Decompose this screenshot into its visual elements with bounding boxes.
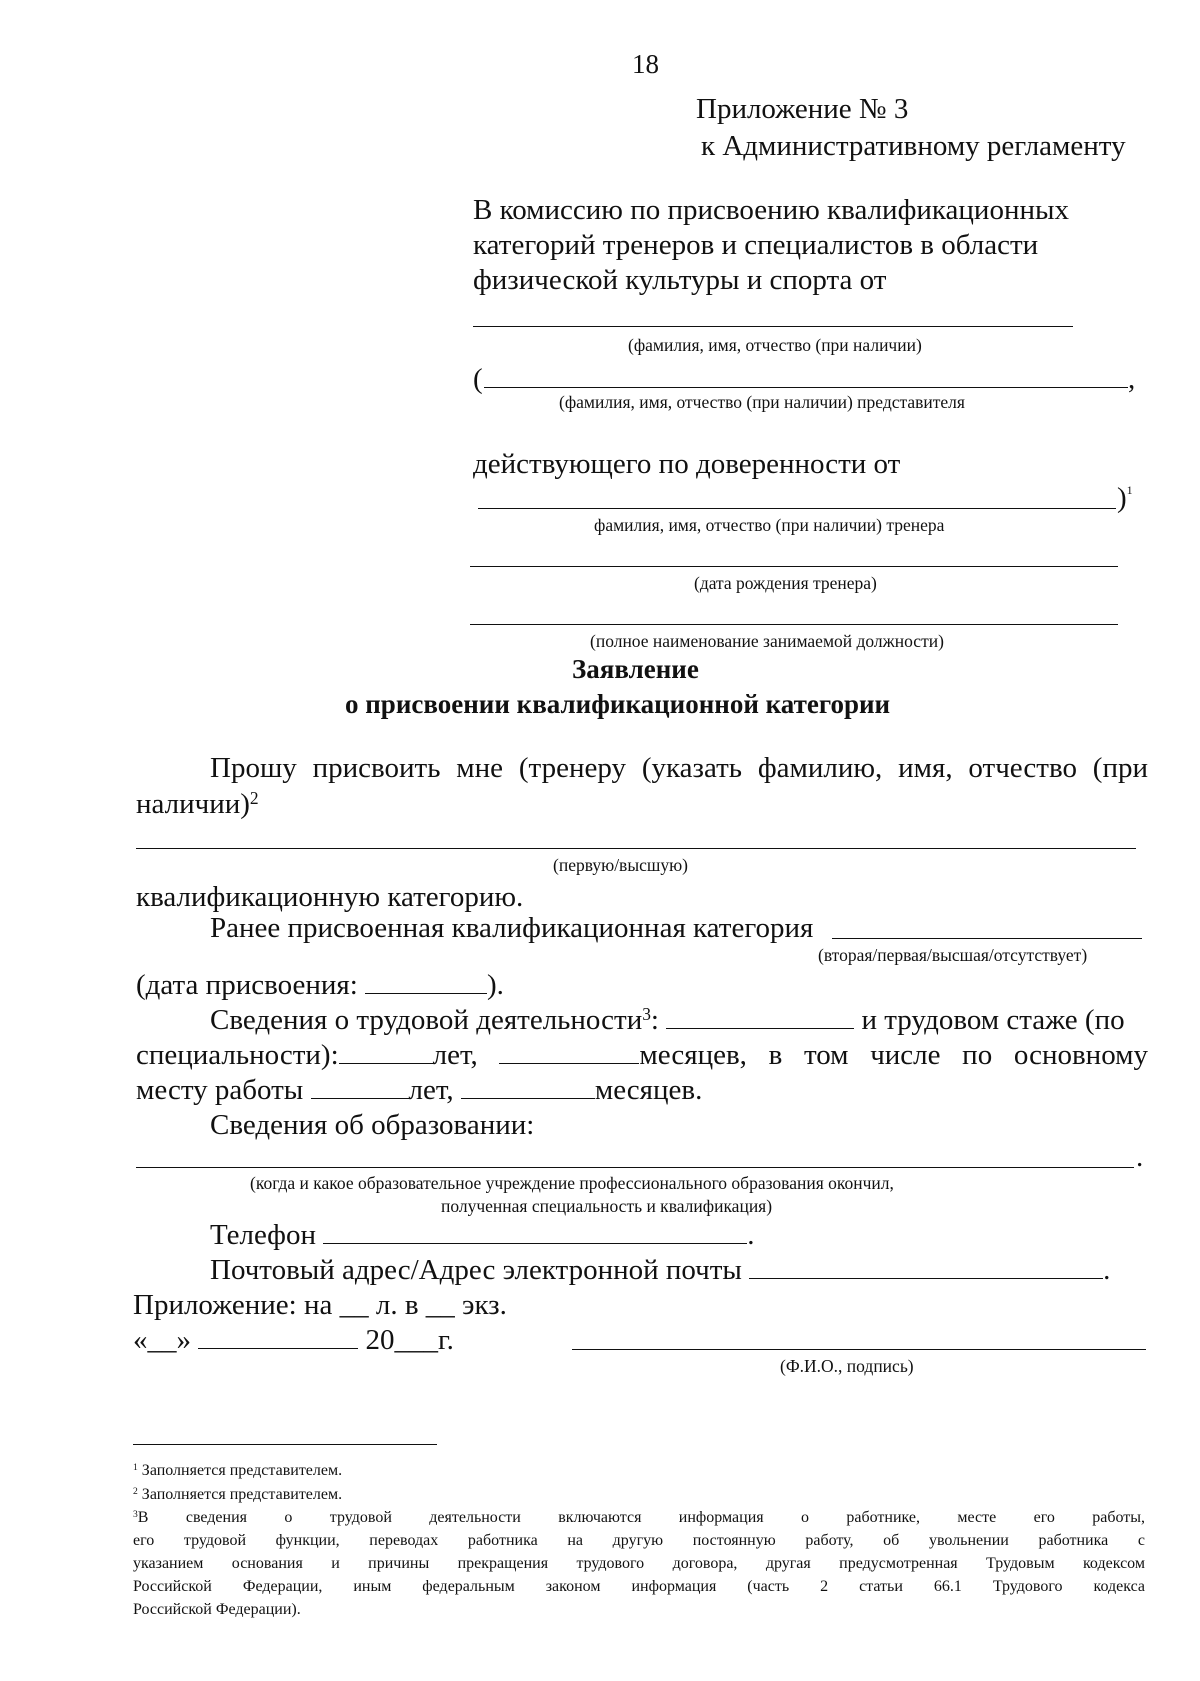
footnote-3-line-3: указанием основания и причины прекращения трудового договора, другая предусмотренная Трудовым кодексом [133,1555,1145,1572]
education-dot: . [1136,1141,1144,1173]
signature-line [572,1349,1146,1350]
caption-category-level: (первую/высшую) [553,855,688,875]
caption-birthdate: (дата рождения тренера) [694,573,877,593]
document-title: Заявление [572,654,699,684]
education-label: Сведения об образовании: [210,1109,535,1141]
comma: , [1128,363,1136,395]
caption-education-1: (когда и какое образовательное учреждение профессионального образования окончил, [250,1173,894,1193]
footnote-2: $^2$ Заполняется представителем. [133,1486,343,1503]
open-paren: ( [473,363,483,395]
fio-line [473,326,1073,327]
footnote-separator [133,1444,437,1445]
caption-fio: (фамилия, имя, отчество (при наличии) [628,335,922,355]
position-line [470,624,1118,625]
addressee-line-3: физической культуры и спорта от [473,264,887,296]
main-workplace-line: месту работы лет, месяцев. [136,1074,703,1106]
representative-line [484,387,1128,388]
work-experience-line: специальности): лет, месяцев, в том числе по основному [136,1039,1148,1071]
caption-representative: (фамилия, имя, отчество (при наличии) представителя [559,392,965,412]
caption-trainer: фамилия, имя, отчество (при наличии) тренера [594,515,945,535]
request-line-2: наличии)$^2$ [136,788,259,820]
previous-category-line [832,938,1142,939]
education-line [136,1167,1134,1168]
category-level-line [136,848,1136,849]
request-line-3: квалификационную категорию. [136,881,524,913]
work-activity-label: Сведения о трудовой деятельности$^3$: и трудовом стаже (по [210,1004,1125,1036]
addressee-line-1: В комиссию по присвоению квалификационных [473,194,1069,226]
footnote-3-line-2: его трудовой функции, переводах работника на другую постоянную работу, об увольнении работника с [133,1532,1145,1549]
close-paren: )$^1$ [1117,482,1133,514]
appendix-subtitle: к Административному регламенту [701,130,1126,162]
footnote-1: $^1$ Заполняется представителем. [133,1462,343,1479]
document-subtitle: о присвоении квалификационной категории [345,689,891,719]
footnote-3-line-4: Российской Федерации, иным федеральным законом информация (часть 2 статьи 66.1 Трудового кодекса [133,1578,1145,1595]
trainer-line [478,508,1116,509]
caption-position: (полное наименование занимаемой должности) [590,631,944,651]
acting-by-proxy: действующего по доверенности от [473,448,901,480]
date-field: «__» 20___г. [133,1324,454,1356]
birthdate-line [470,566,1118,567]
assignment-date: (дата присвоения: ). [136,969,504,1001]
caption-signature: (Ф.И.О., подпись) [780,1356,914,1376]
request-line-1: Прошу присвоить мне (тренеру (указать фамилию, имя, отчество (при [210,752,1148,784]
addressee-line-2: категорий тренеров и специалистов в области [473,229,1039,261]
caption-education-2: полученная специальность и квалификация) [441,1196,773,1216]
footnote-3-line-1: $^3$В сведения о трудовой деятельности включаются информация о работнике, месте его работы, [133,1509,1145,1526]
phone-label: Телефон . [210,1219,755,1251]
previous-category-label: Ранее присвоенная квалификационная категория [210,912,814,944]
footnote-3-line-5: Российской Федерации). [133,1601,301,1618]
address-label: Почтовый адрес/Адрес электронной почты . [210,1254,1111,1286]
appendix-title: Приложение № 3 [696,93,909,125]
caption-previous-category: (вторая/первая/высшая/отсутствует) [818,945,1088,965]
attachment-line: Приложение: на __ л. в __ экз. [133,1289,507,1321]
page-number: 18 [632,49,659,79]
